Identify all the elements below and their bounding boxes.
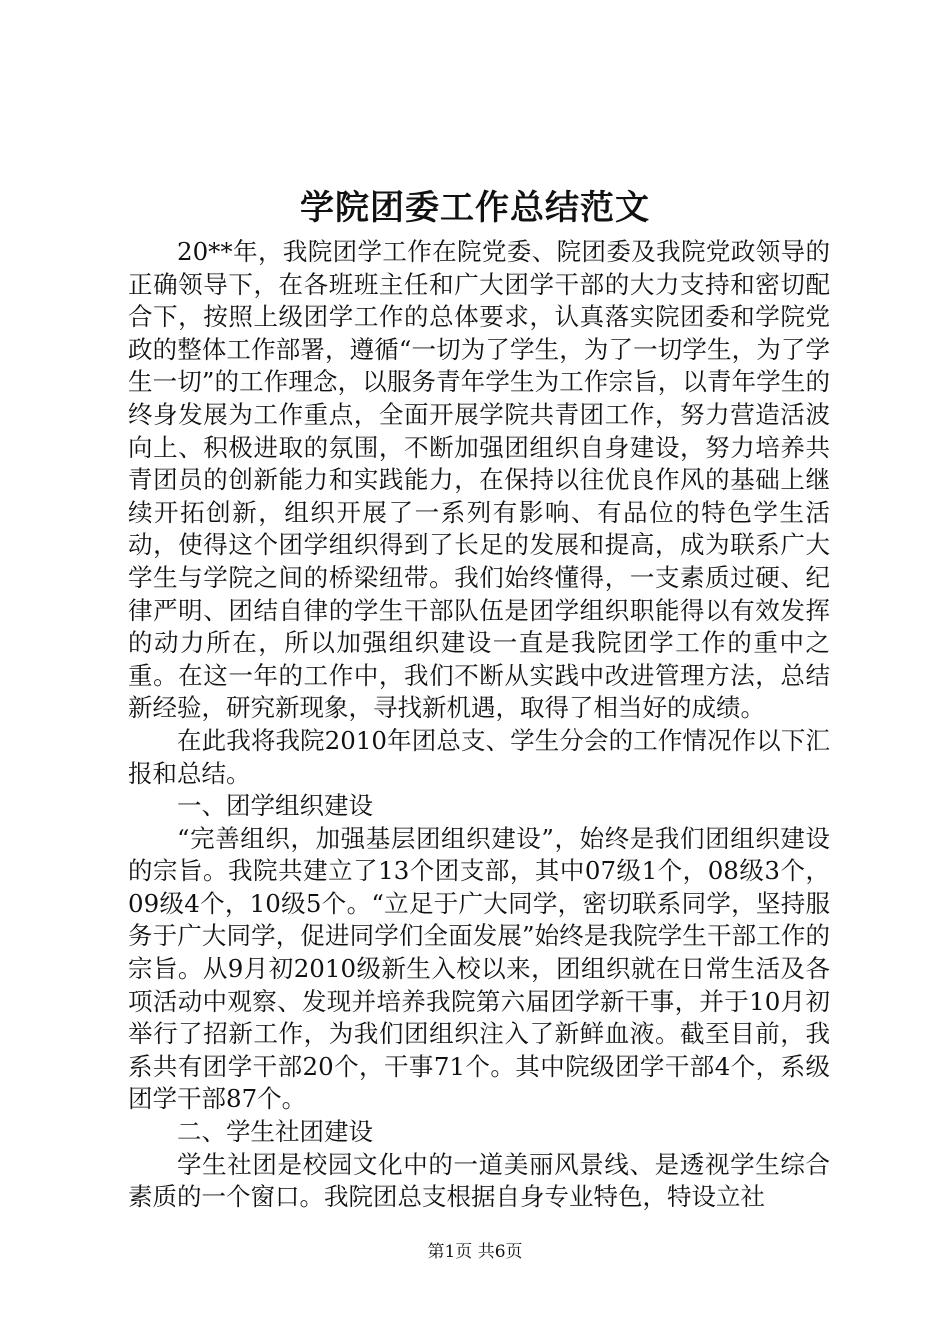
section-heading-organization: 一、团学组织建设 bbox=[177, 791, 373, 821]
document-title: 学院团委工作总结范文 bbox=[300, 188, 650, 228]
page-number-footer: 第1页 共6页 bbox=[427, 1242, 523, 1262]
paragraph-organization: “完善组织，加强基层团组织建设”，始终是我们团组织建设的宗旨。我院共建立了13个团支部，其中07级1个，08级3个，09级4个，10级5个。“立足于广大同学，密切联系同学，坚持服务于广大同学，促进同学们全面发展”始终是我院学生干部工作的宗旨。从9月初2010级新生入校以来，团组织就在日常生活及各项活动中观察、发现并培养我院第六届团学新干事，并于10月初举行了招新工作，为我们团组织注入了新鲜血液。截至目前，我系共有团学干部20个，干事71个。其中院级团学干部4个，系级团学干部87个。 bbox=[128, 823, 830, 1114]
paragraph-report-intro: 在此我将我院2010年团总支、学生分会的工作情况作以下汇报和总结。 bbox=[128, 725, 830, 788]
section-heading-clubs: 二、学生社团建设 bbox=[177, 1117, 373, 1147]
document-body bbox=[128, 236, 830, 1214]
paragraph-clubs: 学生社团是校园文化中的一道美丽风景线、是透视学生综合素质的一个窗口。我院团总支根据自身专业特色，特设立社 bbox=[128, 1149, 830, 1212]
paragraph-intro: 20**年，我院团学工作在院党委、院团委及我院党政领导的正确领导下，在各班班主任和广大团学干部的大力支持和密切配合下，按照上级团学工作的总体要求，认真落实院团委和学院党政的整体工作部署，遵循“一切为了学生，为了一切学生，为了学生一切”的工作理念，以服务青年学生为工作宗旨，以青年学生的终身发展为工作重点，全面开展学院共青团工作，努力营造活波向上、积极进取的氛围，不断加强团组织自身建设，努力培养共青团员的创新能力和实践能力，在保持以往优良作风的基础上继续开拓创新，组织开展了一系列有影响、有品位的特色学生活动，使得这个团学组织得到了长足的发展和提高，成为联系广大学生与学院之间的桥梁纽带。我们始终懂得，一支素质过硬、纪律严明、团结自律的学生干部队伍是团学组织职能得以有效发挥的动力所在，所以加强组织建设一直是我院团学工作的重中之重。在这一年的工作中，我们不断从实践中改进管理方法，总结新经验，研究新现象，寻找新机遇，取得了相当好的成绩。 bbox=[128, 237, 830, 723]
